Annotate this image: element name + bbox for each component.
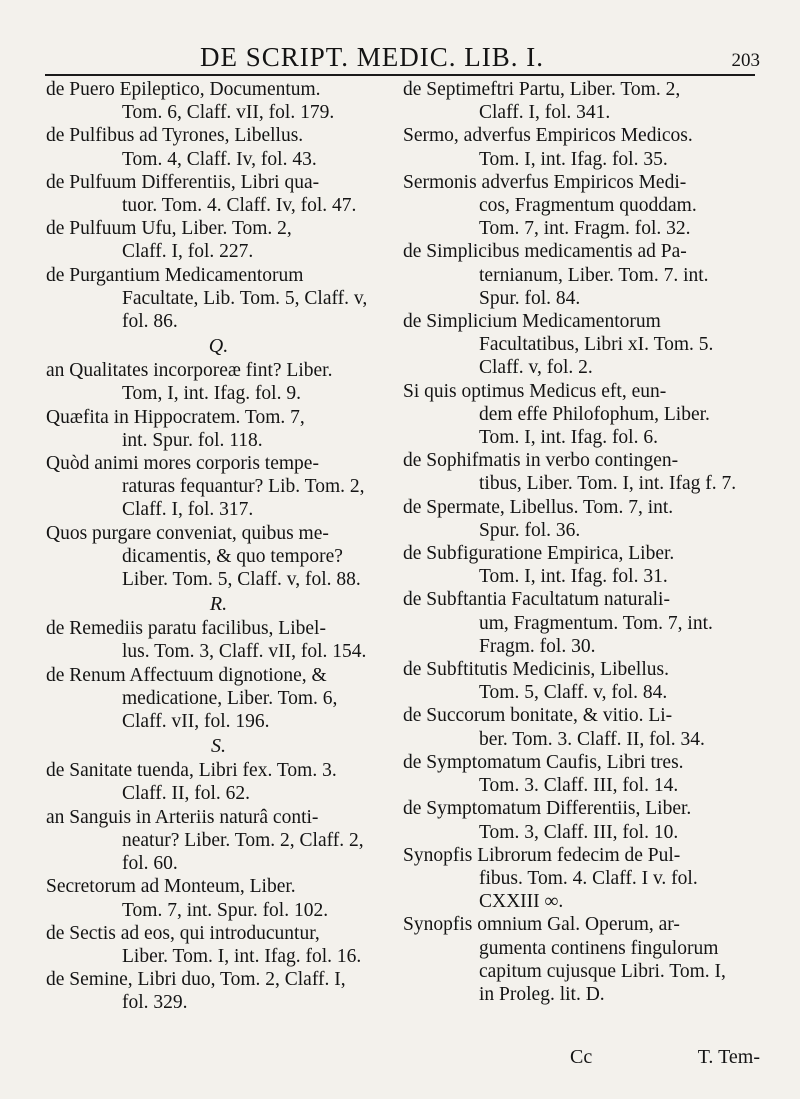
entry-line: Synopfis Librorum fedecim de Pul- bbox=[403, 844, 681, 866]
index-entry bbox=[403, 797, 748, 843]
index-entry bbox=[403, 310, 748, 380]
entry-line: Tom. I, int. Ifag. fol. 35. bbox=[479, 148, 668, 170]
index-entry bbox=[403, 704, 748, 750]
index-entry bbox=[46, 359, 391, 405]
entry-line: Quos purgare conveniat, quibus me- bbox=[46, 522, 329, 544]
entry-line: fol. 329. bbox=[122, 992, 188, 1014]
entry-line: Tom. 3, Claff. III, fol. 10. bbox=[479, 821, 679, 843]
entry-line: um, Fragmentum. Tom. 7, int. bbox=[479, 612, 713, 634]
entry-line: raturas fequantur? Lib. Tom. 2, bbox=[122, 476, 365, 498]
entry-line: de Subftantia Facultatum naturali- bbox=[403, 589, 670, 611]
entry-line: de Septimeftri Partu, Liber. Tom. 2, bbox=[403, 79, 681, 100]
index-entry bbox=[403, 751, 748, 797]
index-entry bbox=[403, 844, 748, 914]
entry-line: Claff. v, fol. 2. bbox=[479, 357, 593, 379]
index-entry bbox=[46, 78, 391, 124]
entry-line: Tom. 7, int. Spur. fol. 102. bbox=[122, 899, 329, 921]
entry-line: dicamentis, & quo tempore? bbox=[122, 545, 343, 567]
entry-line: Sermonis adverfus Empiricos Medi- bbox=[403, 171, 687, 193]
entry-line: Quæfita in Hippocratem. Tom. 7, bbox=[46, 406, 305, 428]
index-entry bbox=[403, 78, 748, 124]
index-entry bbox=[46, 968, 391, 1014]
page-number: 203 bbox=[731, 50, 760, 71]
entry-line: Facultatibus, Libri xI. Tom. 5. bbox=[479, 334, 714, 356]
entry-line: Secretorum ad Monteum, Liber. bbox=[46, 876, 296, 898]
running-header bbox=[40, 38, 760, 78]
index-entry bbox=[403, 380, 748, 450]
header-title: DE SCRIPT. MEDIC. LIB. I. bbox=[200, 42, 545, 72]
index-entry bbox=[403, 449, 748, 495]
page-footer bbox=[400, 1046, 760, 1072]
entry-line: Spur. fol. 84. bbox=[479, 287, 581, 309]
index-entry bbox=[403, 171, 748, 241]
entry-line: de Sanitate tuenda, Libri fex. Tom. 3. bbox=[46, 760, 337, 782]
entry-line: de Pulfuum Ufu, Liber. Tom. 2, bbox=[46, 218, 292, 240]
entry-line: Claff. I, fol. 317. bbox=[122, 499, 254, 521]
index-entry bbox=[403, 588, 748, 658]
entry-line: de Purgantium Medicamentorum bbox=[46, 264, 304, 286]
entry-line: Liber. Tom. I, int. Ifag. fol. 16. bbox=[122, 945, 362, 967]
entry-line: an Sanguis in Arteriis naturâ conti- bbox=[46, 806, 319, 828]
entry-line: Tom. I, int. Ifag. fol. 6. bbox=[479, 427, 658, 449]
entry-line: Spur. fol. 36. bbox=[479, 519, 581, 541]
index-entry bbox=[46, 617, 391, 663]
index-entry bbox=[46, 124, 391, 170]
entry-line: neatur? Liber. Tom. 2, Claff. 2, bbox=[122, 829, 364, 851]
entry-line: Claff. II, fol. 62. bbox=[122, 783, 250, 805]
index-entry bbox=[46, 452, 391, 522]
entry-line: in Proleg. lit. D. bbox=[479, 983, 605, 1005]
index-entry bbox=[46, 875, 391, 921]
index-entry bbox=[46, 171, 391, 217]
entry-line: medicatione, Liber. Tom. 6, bbox=[122, 687, 338, 709]
left-column bbox=[46, 78, 391, 1015]
entry-line: Claff. vII, fol. 196. bbox=[122, 711, 270, 733]
entry-line: tibus, Liber. Tom. I, int. Ifag f. 7. bbox=[479, 473, 737, 495]
entry-line: de Pulfibus ad Tyrones, Libellus. bbox=[46, 125, 304, 147]
entry-line: fol. 60. bbox=[122, 853, 178, 875]
entry-line: de Sectis ad eos, qui introducuntur, bbox=[46, 922, 320, 944]
entry-line: ternianum, Liber. Tom. 7. int. bbox=[479, 264, 709, 286]
entry-line: Facultate, Lib. Tom. 5, Claff. v, bbox=[122, 287, 368, 309]
entry-line: Tom. 4, Claff. Iv, fol. 43. bbox=[122, 148, 317, 170]
entry-line: de Sophifmatis in verbo contingen- bbox=[403, 450, 679, 472]
index-entry bbox=[46, 522, 391, 592]
entry-line: Claff. I, fol. 341. bbox=[479, 102, 611, 124]
entry-line: de Succorum bonitate, & vitio. Li- bbox=[403, 705, 673, 727]
entry-line: de Subftitutis Medicinis, Libellus. bbox=[403, 659, 669, 681]
signature-mark: Cc bbox=[570, 1046, 593, 1068]
entry-line: de Subfiguratione Empirica, Liber. bbox=[403, 543, 675, 565]
entry-line: Tom. 6, Claff. vII, fol. 179. bbox=[122, 102, 335, 124]
section-letter: R. bbox=[209, 593, 228, 616]
right-column bbox=[403, 78, 748, 1006]
index-entry bbox=[46, 922, 391, 968]
entry-line: Si quis optimus Medicus eft, eun- bbox=[403, 380, 667, 402]
index-entry bbox=[403, 658, 748, 704]
entry-line: Claff. I, fol. 227. bbox=[122, 241, 254, 263]
header-rule bbox=[45, 74, 755, 76]
section-letter: S. bbox=[211, 735, 226, 758]
entry-line: fol. 86. bbox=[122, 311, 178, 333]
entry-line: capitum cujusque Libri. Tom. I, bbox=[479, 960, 726, 982]
entry-line: Tom. 7, int. Fragm. fol. 32. bbox=[479, 218, 691, 240]
index-entry bbox=[403, 542, 748, 588]
entry-line: Tom. 3. Claff. III, fol. 14. bbox=[479, 775, 679, 797]
index-entry bbox=[403, 124, 748, 170]
entry-line: Synopfis omnium Gal. Operum, ar- bbox=[403, 914, 680, 936]
entry-line: fibus. Tom. 4. Claff. I v. fol. bbox=[479, 867, 698, 889]
entry-line: dem effe Philofophum, Liber. bbox=[479, 403, 710, 425]
entry-line: ber. Tom. 3. Claff. II, fol. 34. bbox=[479, 728, 705, 750]
index-entry bbox=[403, 496, 748, 542]
entry-line: cos, Fragmentum quoddam. bbox=[479, 195, 697, 217]
entry-line: Sermo, adverfus Empiricos Medicos. bbox=[403, 125, 693, 147]
index-entry bbox=[403, 240, 748, 310]
entry-line: tuor. Tom. 4. Claff. Iv, fol. 47. bbox=[122, 195, 357, 217]
entry-line: Fragm. fol. 30. bbox=[479, 635, 596, 657]
entry-line: de Renum Affectuum dignotione, & bbox=[46, 664, 327, 686]
index-entry bbox=[46, 806, 391, 876]
index-entry bbox=[403, 913, 748, 1006]
entry-line: gumenta continens fingulorum bbox=[479, 937, 719, 959]
entry-line: de Simplicibus medicamentis ad Pa- bbox=[403, 241, 687, 263]
entry-line: int. Spur. fol. 118. bbox=[122, 429, 263, 451]
entry-line: lus. Tom. 3, Claff. vII, fol. 154. bbox=[122, 641, 367, 663]
catchword: T. Tem- bbox=[697, 1046, 760, 1068]
entry-line: de Puero Epileptico, Documentum. bbox=[46, 79, 321, 100]
entry-line: de Semine, Libri duo, Tom. 2, Claff. I, bbox=[46, 969, 346, 991]
index-entry bbox=[46, 264, 391, 334]
entry-line: Tom. I, int. Ifag. fol. 31. bbox=[479, 566, 668, 588]
entry-line: de Spermate, Libellus. Tom. 7, int. bbox=[403, 496, 674, 518]
entry-line: de Simplicium Medicamentorum bbox=[403, 311, 661, 333]
entry-line: Tom, I, int. Ifag. fol. 9. bbox=[122, 383, 301, 405]
index-entry bbox=[46, 759, 391, 805]
entry-line: de Symptomatum Caufis, Libri tres. bbox=[403, 751, 684, 773]
entry-line: Liber. Tom. 5, Claff. v, fol. 88. bbox=[122, 569, 361, 591]
entry-line: CXXIII ∞. bbox=[479, 891, 564, 913]
index-entry bbox=[46, 406, 391, 452]
entry-line: Quòd animi mores corporis tempe- bbox=[46, 453, 319, 475]
entry-line: Tom. 5, Claff. v, fol. 84. bbox=[479, 682, 668, 704]
entry-line: de Symptomatum Differentiis, Liber. bbox=[403, 798, 692, 820]
index-entry bbox=[46, 664, 391, 734]
index-entry bbox=[46, 217, 391, 263]
entry-line: an Qualitates incorporeæ fint? Liber. bbox=[46, 360, 333, 382]
entry-line: de Pulfuum Differentiis, Libri qua- bbox=[46, 171, 320, 193]
section-letter: Q. bbox=[208, 335, 229, 358]
entry-line: de Remediis paratu facilibus, Libel- bbox=[46, 618, 326, 640]
